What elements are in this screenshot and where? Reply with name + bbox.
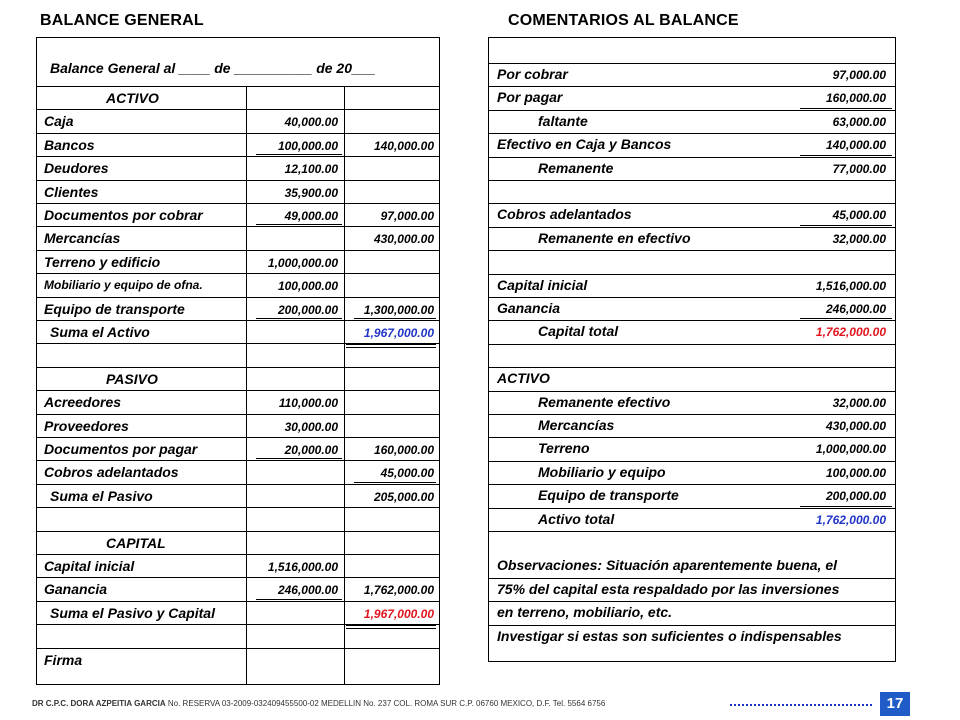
comment-row-value: 246,000.00 (825, 302, 886, 316)
comments-row-line (488, 531, 896, 532)
pasivo-row-label: Documentos por pagar (44, 441, 198, 457)
comment-row-label: Remanente (538, 160, 614, 176)
balance-row-line (36, 367, 440, 368)
comment-row-value: 1,762,000.00 (815, 325, 886, 339)
comment-row-value: 200,000.00 (825, 489, 886, 503)
balance-row-line (36, 203, 440, 204)
pasivo-row-total: 160,000.00 (373, 443, 434, 457)
underline (256, 458, 342, 459)
activo-row-label: Mercancías (44, 230, 121, 246)
capital-row-amount: 1,516,000.00 (267, 560, 338, 574)
balance-row-line (36, 297, 440, 298)
comment-row-label: Remanente en efectivo (538, 230, 691, 246)
activo-row-amount: 1,000,000.00 (267, 256, 338, 270)
balance-row-line (36, 437, 440, 438)
activo-row-label: Documentos por cobrar (44, 207, 203, 223)
pasivo-row-amount: 20,000.00 (284, 443, 338, 457)
footer-author: DR C.P.C. DORA AZPEITIA GARCIA (32, 699, 166, 708)
balance-general-heading: BALANCE GENERAL (40, 12, 204, 29)
capital-row-label: Capital inicial (44, 558, 135, 574)
balance-row-line (36, 109, 440, 110)
suma-pasivo-label: Suma el Pasivo (50, 488, 153, 504)
double-underline (346, 625, 436, 629)
underline (800, 506, 892, 507)
balance-row-line (36, 507, 440, 508)
activo-row-label: Clientes (44, 184, 99, 200)
comment-row-label: Equipo de transporte (538, 487, 679, 503)
underline (354, 482, 436, 483)
underline (800, 225, 892, 226)
underline (800, 155, 892, 156)
underline (256, 599, 342, 600)
comentarios-heading: COMENTARIOS AL BALANCE (508, 12, 739, 29)
balance-row-line (36, 320, 440, 321)
comment-row-value: 63,000.00 (832, 115, 886, 129)
comment-row-value: 32,000.00 (832, 396, 886, 410)
balance-row-line (36, 531, 440, 532)
activo-row-amount: 40,000.00 (284, 115, 338, 129)
pasivo-row-amount: 30,000.00 (284, 420, 338, 434)
comment-row-label: Terreno (538, 440, 590, 456)
pasivo-row-total: 45,000.00 (380, 466, 434, 480)
balance-row-line (36, 648, 440, 649)
balance-row-line (36, 460, 440, 461)
footer-text (32, 699, 605, 708)
balance-row-line (36, 414, 440, 415)
comments-row-line (488, 203, 896, 204)
observaciones-line: Observaciones: Situación aparentemente buena, el (497, 557, 837, 573)
comment-row-value: 77,000.00 (832, 162, 886, 176)
balance-row-line (36, 273, 440, 274)
balance-row-line (36, 577, 440, 578)
suma-pasivo-capital-label: Suma el Pasivo y Capital (50, 605, 215, 621)
comment-row-label: faltante (538, 113, 588, 129)
comments-row-line (488, 297, 896, 298)
balance-row-line (36, 226, 440, 227)
underline (256, 154, 342, 155)
comments-row-line (488, 461, 896, 462)
comment-row-value: 430,000.00 (825, 419, 886, 433)
activo-row-amount: 12,100.00 (284, 162, 338, 176)
suma-pasivo-capital-value: 1,967,000.00 (363, 607, 434, 621)
comments-top-line (488, 63, 896, 64)
capital-row-label: Ganancia (44, 581, 108, 597)
comment-row-label: Por cobrar (497, 66, 568, 82)
balance-row-line (36, 484, 440, 485)
comments-row-line (488, 578, 896, 579)
comments-row-line (488, 414, 896, 415)
activo-row-label: Mobiliario y equipo de ofna. (44, 278, 203, 292)
activo-row-total: 1,300,000.00 (363, 303, 434, 317)
observaciones-line: en terreno, mobiliario, etc. (497, 604, 673, 620)
comment-row-label: Por pagar (497, 89, 563, 105)
comments-row-line (488, 110, 896, 111)
underline (354, 318, 436, 319)
balance-row-line (36, 554, 440, 555)
activo-row-amount: 100,000.00 (277, 279, 338, 293)
capital-row-total: 1,762,000.00 (363, 583, 434, 597)
footer-address: No. RESERVA 03-2009-032409455500-02 MEDELLIN No. 237 COL. ROMA SUR C.P. 06760 MEXICO, D.F. Tel. 5564 6756 (165, 699, 606, 708)
double-underline (346, 344, 436, 348)
activo-row-label: Deudores (44, 160, 109, 176)
activo-row-label: Caja (44, 113, 74, 129)
comments-row-line (488, 601, 896, 602)
comments-row-line (488, 508, 896, 509)
comment-row-value: 45,000.00 (832, 208, 886, 222)
balance-row-line (36, 250, 440, 251)
activo-row-label: Equipo de transporte (44, 301, 185, 317)
comments-row-line (488, 250, 896, 251)
comment-row-value: 32,000.00 (832, 232, 886, 246)
suma-activo-value: 1,967,000.00 (363, 326, 434, 340)
comment-row-label: Mercancías (538, 417, 615, 433)
firma-label: Firma (44, 652, 83, 668)
activo-row-label: Terreno y edificio (44, 254, 161, 270)
capital-header: CAPITAL (106, 535, 166, 551)
pasivo-row-amount: 110,000.00 (278, 396, 338, 410)
comment-row-value: 1,000,000.00 (815, 442, 886, 456)
page-number-badge: 17 (880, 692, 910, 716)
activo-row-amount: 200,000.00 (277, 303, 338, 317)
comments-row-line (488, 391, 896, 392)
pasivo-row-label: Acreedores (44, 394, 122, 410)
comment-row-label: Activo total (538, 511, 615, 527)
comment-row-label: Capital total (538, 323, 619, 339)
pasivo-row-label: Cobros adelantados (44, 464, 179, 480)
activo-row-total: 97,000.00 (380, 209, 434, 223)
activo-row-total: 140,000.00 (373, 139, 434, 153)
footer-dotted-line (730, 704, 872, 706)
comments-row-line (488, 86, 896, 87)
comments-row-line (488, 133, 896, 134)
activo-header: ACTIVO (106, 90, 159, 106)
comment-row-label: Capital inicial (497, 277, 588, 293)
comment-row-value: 160,000.00 (825, 91, 886, 105)
activo-row-amount: 49,000.00 (284, 209, 338, 223)
balance-row-line (36, 133, 440, 134)
comments-row-line (488, 157, 896, 158)
balance-title: Balance General al ____ de __________ de 20___ (50, 60, 376, 76)
comments-row-line (488, 437, 896, 438)
comment-row-label: Cobros adelantados (497, 206, 632, 222)
suma-pasivo-value: 205,000.00 (373, 490, 434, 504)
balance-row-line (36, 390, 440, 391)
comment-row-label: Remanente efectivo (538, 394, 671, 410)
comment-row-value: 100,000.00 (825, 466, 886, 480)
comments-row-line (488, 367, 896, 368)
observaciones-line: Investigar si estas son suficientes o indispensables (497, 628, 842, 644)
observaciones-line: 75% del capital esta respaldado por las inversiones (497, 581, 840, 597)
comments-row-line (488, 227, 896, 228)
comments-row-line (488, 625, 896, 626)
pasivo-row-label: Proveedores (44, 418, 129, 434)
comments-row-line (488, 344, 896, 345)
comment-row-label: Efectivo en Caja y Bancos (497, 136, 672, 152)
comment-row-value: 1,762,000.00 (815, 513, 886, 527)
pasivo-header: PASIVO (106, 371, 158, 387)
suma-activo-label: Suma el Activo (50, 324, 150, 340)
balance-col-line (246, 86, 247, 685)
comment-row-value: 1,516,000.00 (815, 279, 886, 293)
underline (800, 108, 892, 109)
balance-title-divider (36, 86, 440, 87)
comments-row-line (488, 274, 896, 275)
activo-row-label: Bancos (44, 137, 95, 153)
underline (256, 318, 342, 319)
balance-row-line (36, 156, 440, 157)
underline (800, 318, 892, 319)
comments-row-line (488, 484, 896, 485)
comment-row-value: 140,000.00 (825, 138, 886, 152)
comment-row-label: Ganancia (497, 300, 561, 316)
activo-row-amount: 100,000.00 (277, 139, 338, 153)
underline (256, 224, 342, 225)
balance-col-line (344, 86, 345, 685)
capital-row-amount: 246,000.00 (277, 583, 338, 597)
activo-row-total: 430,000.00 (373, 232, 434, 246)
activo-row-amount: 35,900.00 (284, 186, 338, 200)
comment-row-value: 97,000.00 (832, 68, 886, 82)
balance-row-line (36, 601, 440, 602)
comments-row-line (488, 320, 896, 321)
comment-row-label: ACTIVO (497, 370, 550, 386)
balance-row-line (36, 180, 440, 181)
comment-row-label: Mobiliario y equipo (538, 464, 666, 480)
comments-row-line (488, 180, 896, 181)
